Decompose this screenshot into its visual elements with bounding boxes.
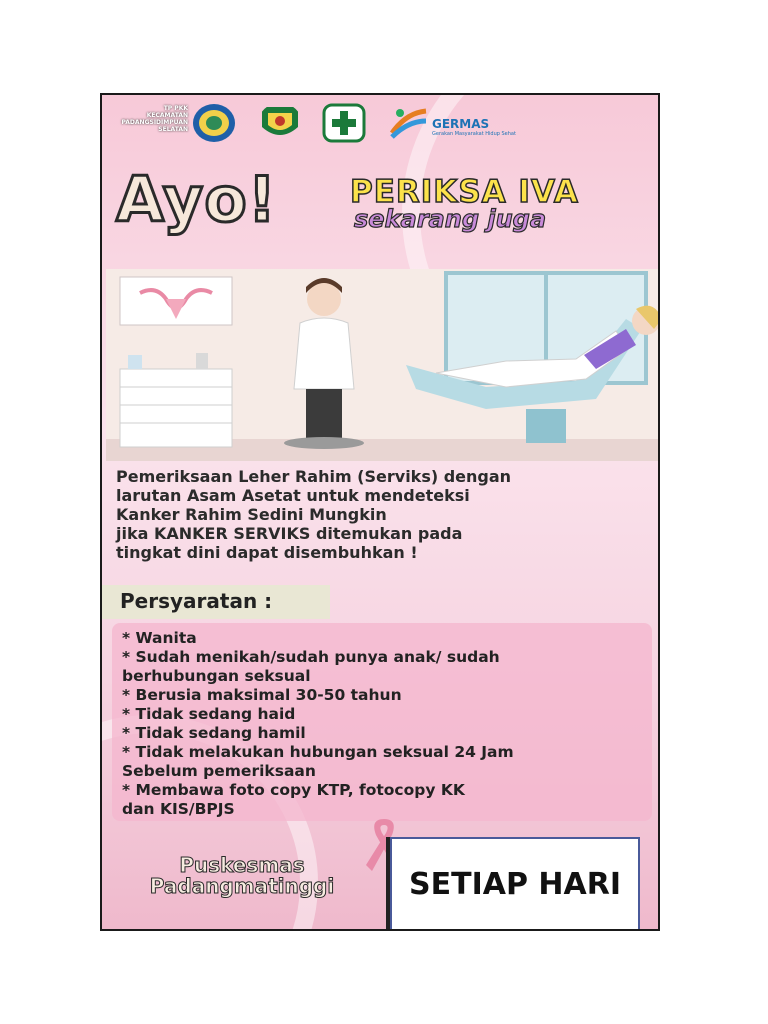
headline-ayo: Ayo! xyxy=(116,163,278,236)
description-line: larutan Asam Asetat untuk mendeteksi xyxy=(116,486,470,505)
health-cross-icon xyxy=(322,103,366,143)
org-line: SELATAN xyxy=(158,126,188,133)
org-line: TP PKK xyxy=(163,105,188,112)
germas-subtitle: Gerakan Masyarakat Hidup Sehat xyxy=(432,131,516,137)
requirement-item: * Berusia maksimal 30-50 tahun xyxy=(122,686,402,704)
regency-emblem-icon xyxy=(258,103,302,143)
description-line: Pemeriksaan Leher Rahim (Serviks) dengan xyxy=(116,467,512,486)
schedule-text: SETIAP HARI xyxy=(409,867,621,902)
requirements-heading xyxy=(102,585,330,619)
requirement-item: * Membawa foto copy KTP, fotocopy KK xyxy=(122,781,465,799)
headline-sekarang: sekarang juga xyxy=(354,205,547,233)
org-line: KECAMATAN xyxy=(146,112,188,119)
germas-logo-icon xyxy=(386,103,430,143)
org-line: PADANGSIDIMPUAN xyxy=(121,119,188,126)
description-line: jika KANKER SERVIKS ditemukan pada xyxy=(116,524,463,543)
requirement-item: * Wanita xyxy=(122,629,197,647)
description xyxy=(116,467,656,562)
requirement-item: dan KIS/BPJS xyxy=(122,800,235,818)
puskesmas-line: Padangmatinggi xyxy=(149,874,335,898)
pkk-logo-icon xyxy=(192,103,236,143)
requirement-item: * Tidak sedang hamil xyxy=(122,724,306,742)
puskesmas-line: Puskesmas xyxy=(179,853,305,877)
requirement-item: Sebelum pemeriksaan xyxy=(122,762,316,780)
iva-poster xyxy=(100,93,660,931)
puskesmas-name xyxy=(116,855,368,897)
description-line: Kanker Rahim Sedini Mungkin xyxy=(116,505,387,524)
requirement-item: berhubungan seksual xyxy=(122,667,311,685)
description-line: tingkat dini dapat disembuhkan ! xyxy=(116,543,418,562)
logo-row xyxy=(102,99,658,149)
requirements-heading-text: Persyaratan : xyxy=(120,589,273,613)
org-name xyxy=(106,105,188,133)
schedule-box xyxy=(390,837,640,931)
headline-periksa: PERIKSA IVA xyxy=(350,174,579,210)
uterus-chart-icon xyxy=(120,277,232,325)
requirements-list xyxy=(112,623,652,821)
exam-room-illustration xyxy=(106,269,658,461)
germas-title: GERMAS xyxy=(432,117,490,131)
requirement-item: * Sudah menikah/sudah punya anak/ sudah xyxy=(122,648,500,666)
requirement-item: * Tidak sedang haid xyxy=(122,705,296,723)
requirement-item: * Tidak melakukan hubungan seksual 24 Jam xyxy=(122,743,514,761)
